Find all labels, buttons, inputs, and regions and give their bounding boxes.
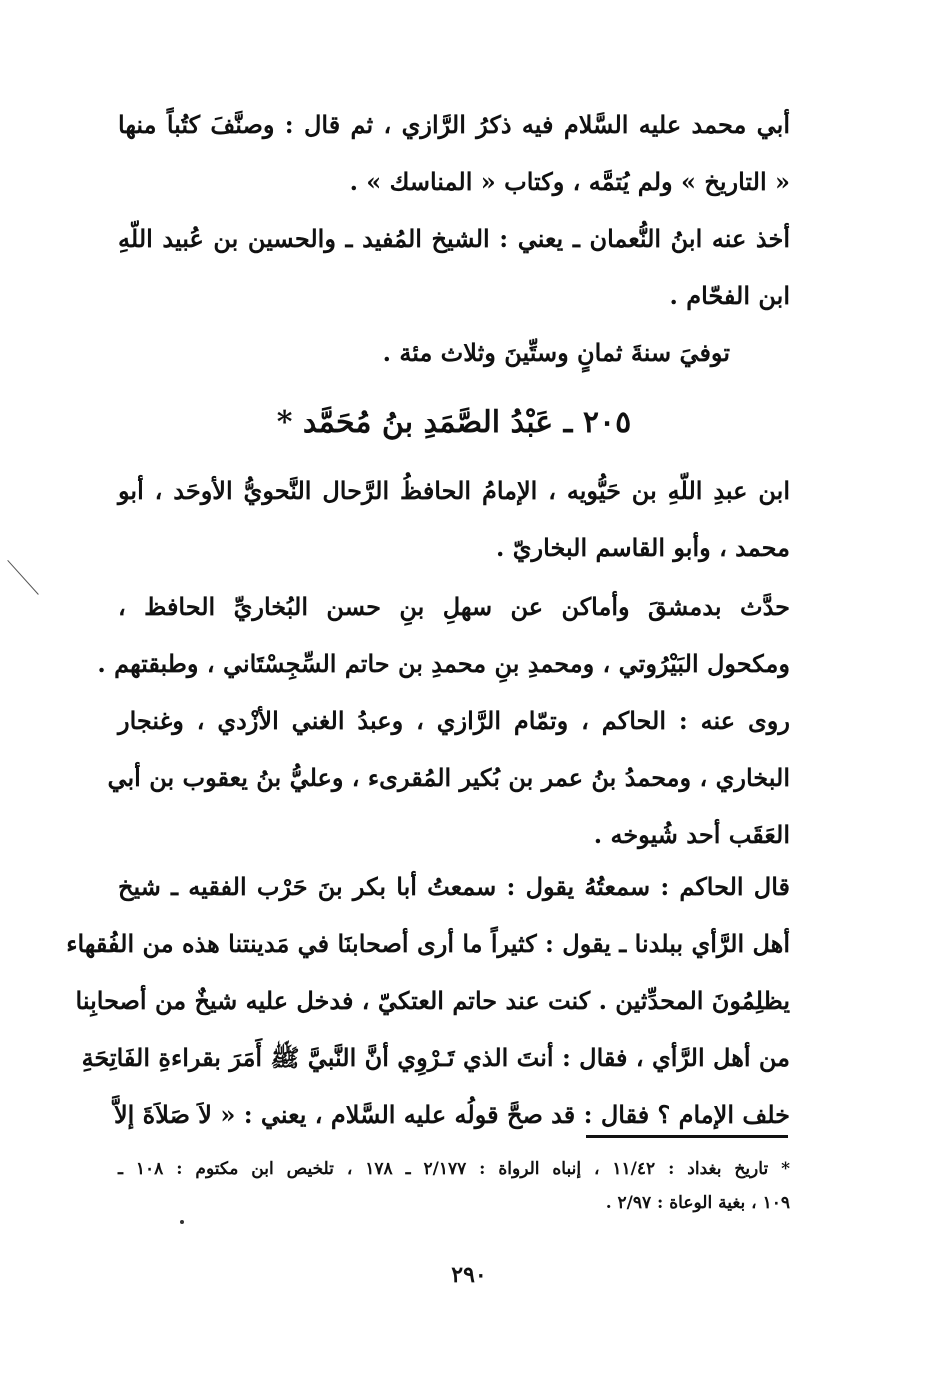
scan-artifact-dot <box>180 1220 184 1224</box>
paragraph-narrators <box>107 692 790 863</box>
text-line: ابن الفحّام . <box>669 281 790 310</box>
paragraph-intro <box>118 96 790 210</box>
scan-artifact-line <box>7 560 39 595</box>
footnote-separator <box>586 1135 788 1138</box>
paragraph-lineage <box>118 462 790 576</box>
entry-heading: ٢٠٥ ـ عَبْدُ الصَّمَدِ بنُ مُحَمَّد * <box>276 405 632 440</box>
text-line: يظلِمُونَ المحدِّثين . كنت عند حاتم العتكيّ ، فدخل عليه شيخٌ من أصحابِنا <box>75 986 790 1015</box>
text-line: العَقَب أحد شُيوخه . <box>593 820 790 849</box>
text-line: أهل الرَّأي ببلدنا ـ يقول : كثيراً ما أرى أصحابنَا في مَدينتنا هذه من الفُقهاء <box>66 929 790 958</box>
text-line: من أهل الرَّأي ، فقال : أنتَ الذي تَـرْوِي أنَّ النَّبيَّ ﷺ أَمَرَ بقراءةِ الفَاتِحَةِ <box>81 1043 790 1072</box>
footnote-line: * تاريخ بغداد : ١١/٤٢ ، إنباه الرواة : ٢/١٧٧ ـ ١٧٨ ، تلخيص ابن مكتوم : ١٠٨ ـ <box>118 1159 790 1179</box>
footnote <box>118 1152 790 1220</box>
paragraph-students <box>118 210 790 324</box>
paragraph-death <box>118 324 790 381</box>
paragraph-hakim-quote <box>66 858 790 1143</box>
text-line: البخاري ، ومحمدُ بنُ عمر بن بُكير المُقرىء ، وعليُّ بنُ يعقوب بن أبي <box>107 763 790 792</box>
paragraph-narrated <box>97 578 790 692</box>
footnote-line: ١٠٩ ، بغية الوعاة : ٢/٩٧ . <box>605 1193 790 1213</box>
text-line: « التاريخ » ولم يُتمَّه ، وكتاب « المناسك » . <box>349 167 790 196</box>
text-line: محمد ، وأبو القاسم البخاريّ . <box>496 533 790 562</box>
text-line: روى عنه : الحاكم ، وتمّام الرَّازي ، وعبدُ الغني الأزْدي ، وغنجار <box>118 706 790 735</box>
text-line: أخذ عنه ابنُ النُّعمان ـ يعني : الشيخ المُفيد ـ والحسين بن عُبيد اللّهِ <box>118 224 790 253</box>
text-line: خلف الإمام ؟ فقال : قد صحَّ قولُه عليه السَّلام ، يعني : « لاَ صَلاَةَ إلاَّ <box>113 1100 790 1129</box>
text-line: حدَّث بدمشقَ وأماكن عن سهلِ بنِ حسن البُخاريِّ الحافظ ، <box>118 592 790 621</box>
text-line: توفيَ سنةَ ثمانٍ وستِّينَ وثلاث مئة . <box>382 338 730 367</box>
text-line: قال الحاكم : سمعتُهُ يقول : سمعتُ أبا بكر بنَ حَرْب الفقيه ـ شيخ <box>118 872 790 901</box>
text-line: أبي محمد عليه السَّلام فيه ذكرُ الرَّازي ، ثم قال : وصنَّفَ كتُباً منها <box>118 110 790 139</box>
text-line: ومكحول البَيْرُوتي ، ومحمدِ بنِ محمدِ بن حاتم السِّجِسْتَاني ، وطبقتهم . <box>97 649 790 678</box>
text-line: ابن عبدِ اللّهِ بن حَيُّويه ، الإمامُ الحافظُ الرَّحال النَّحويُّ الأوحَد ، أبو <box>118 476 790 505</box>
page-number: ٢٩٠ <box>451 1262 487 1288</box>
